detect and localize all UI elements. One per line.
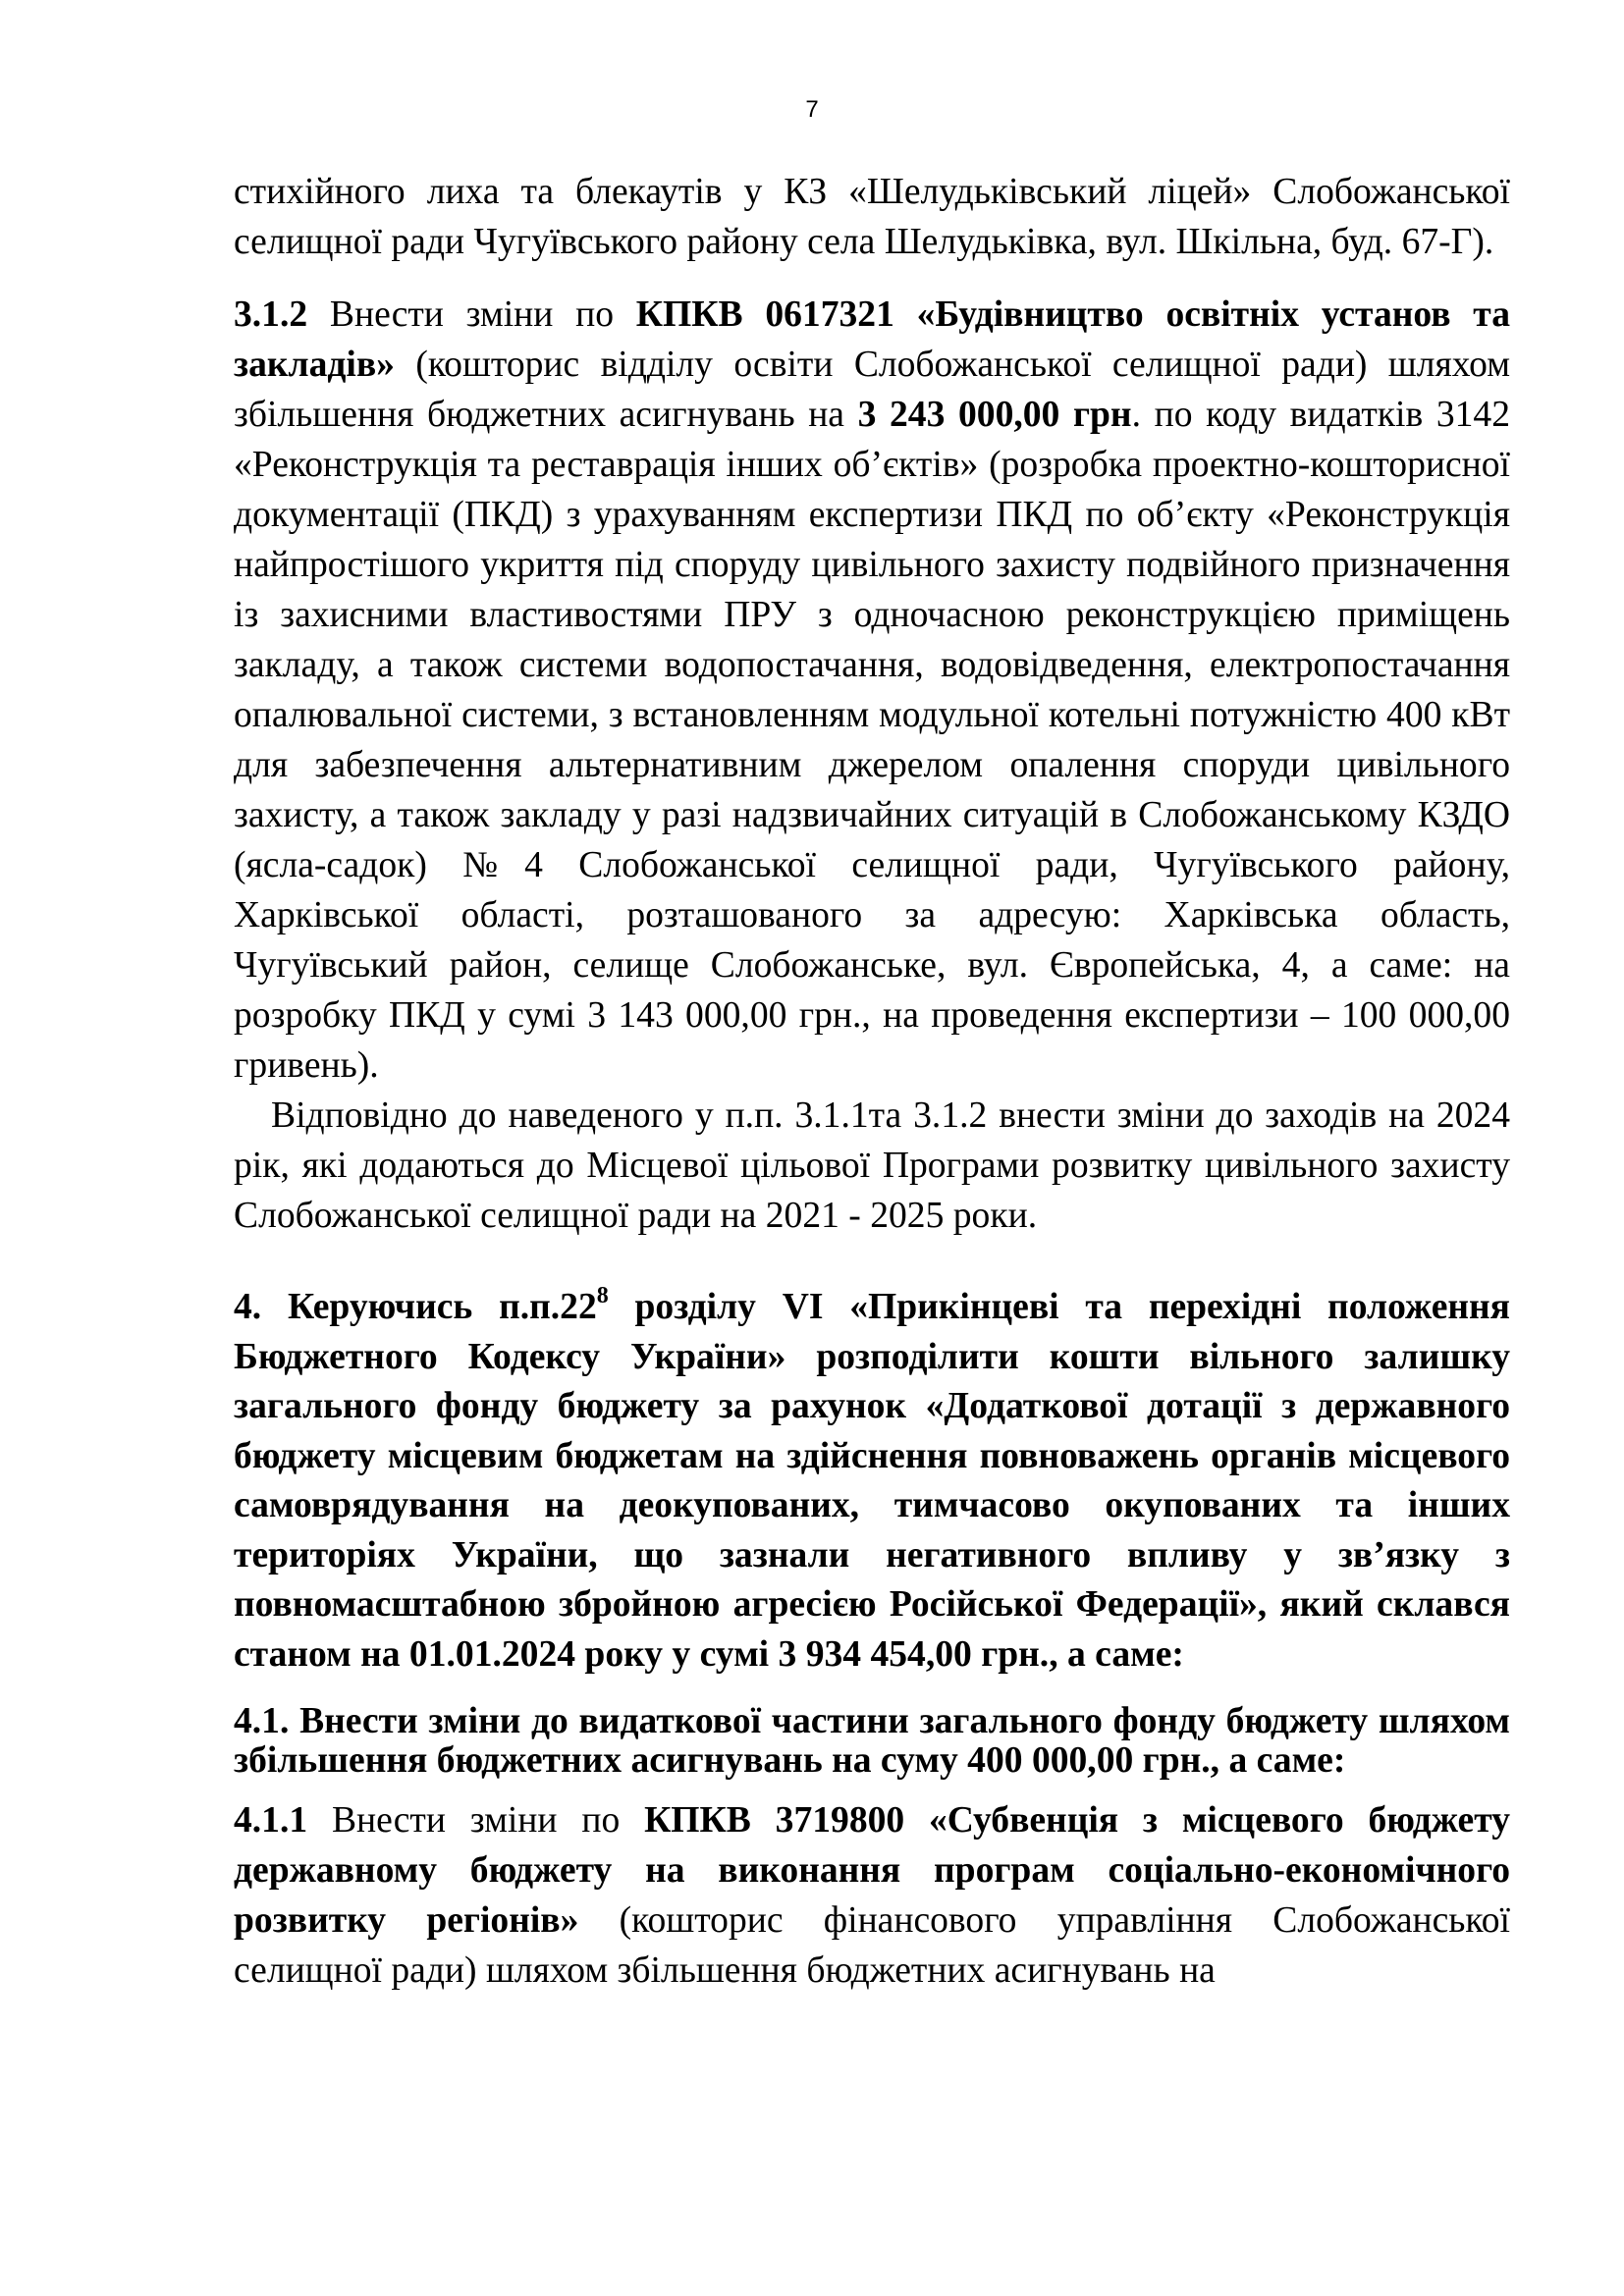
budget-code: КПКВ 0617321 «Будівництво освітніх установ та закладів» xyxy=(234,294,1511,385)
section-4-text: розділу VI «Прикінцеві та перехідні положення Бюджетного Кодексу України» розподілити кошти вільного залишку загального фонду бюджету за рахунок «Додаткової дотації з державного бюджету місцевим бюджетам на здійснення повноважень органів місцевого самоврядування на деокупованих, тимчасово окупованих та інших територіях України, що зазнали негативного впливу у зв’язку з повномасштабною збройною агресією Російської Федерації», який склався станом на 01.01.2024 року у сумі 3 934 454,00 грн., а саме: xyxy=(234,1287,1511,1675)
page-number: 7 xyxy=(805,96,819,123)
superscript: 8 xyxy=(596,1283,609,1309)
section-number: 4.1.1 xyxy=(234,1800,308,1841)
section-intro: Внести зміни по xyxy=(307,1800,645,1841)
section-text: (кошторис відділу освіти Слобожанської селищної ради) шляхом збільшення бюджетних асигнувань на xyxy=(234,345,1510,435)
section-3-1-2 xyxy=(234,290,1510,1091)
continuation-paragraph: стихійного лиха та блекаутів у КЗ «Шелудьківський ліцей» Слобожанської селищної ради Чугуївського району села Шелудьківка, вул. Шкільна, буд. 67-Г). xyxy=(234,172,1510,262)
section-text-2: . по коду видатків 3142 «Реконструкція та реставрація інших об’єктів» (розробка проектно-кошторисної документації (ПКД) з урахуванням експертизи ПКД по об’єкту «Реконструкція найпростішого укриття під споруду цивільного захисту подвійного призначення із захисними властивостями ПРУ з одночасною реконструкцією приміщень закладу, а також системи водопостачання, водовідведення, електропостачання опалювальної системи, з встановленням модульної котельні потужністю 400 кВт для забезпечення альтернативним джерелом опалення споруди цивільного захисту, а також закладу у разі надзвичайних ситуацій в Слобожанському КЗДО (ясла-садок) №4 Слобожанської селищної ради, Чугуївського району, Харківської області, розташованого за адресую: Харківська область, Чугуївський район, селище Слобожанське, вул. Європейська, 4, а саме: на розробку ПКД у сумі 3 143 000,00 грн., на проведення експертизи – 100 000,00 гривень). xyxy=(234,395,1510,1086)
amount: 3 243 000,00 грн xyxy=(857,395,1132,435)
section-4 xyxy=(234,1283,1510,1680)
section-4-1-1 xyxy=(234,1795,1510,1996)
page-content xyxy=(234,167,1510,1996)
budget-code: КПКВ 3719800 «Субвенція з місцевого бюджету державному бюджету на виконання програм соціально-економічного розвитку регіонів» xyxy=(234,1800,1510,1941)
section-number: 3.1.2 xyxy=(234,294,308,335)
section-4-1: 4.1. Внести зміни до видаткової частини загального фонду бюджету шляхом збільшення бюджетних асигнувань на суму 400 000,00 грн., а саме: xyxy=(234,1701,1510,1781)
section-4-lead: 4. Керуючись п.п.22 xyxy=(234,1287,597,1327)
accordingly-paragraph: Відповідно до наведеного у п.п. 3.1.1та 3.1.2 внести зміни до заходів на 2024 рік, які додаються до Місцевої цільової Програми розвитку цивільного захисту Слобожанської селищної ради на 2021 - 2025 роки. xyxy=(234,1095,1510,1236)
section-text: (кошторис фінансового управління Слобожанської селищної ради) шляхом збільшення бюджетних асигнувань на xyxy=(234,1900,1510,1991)
section-intro: Внести зміни по xyxy=(307,294,636,335)
